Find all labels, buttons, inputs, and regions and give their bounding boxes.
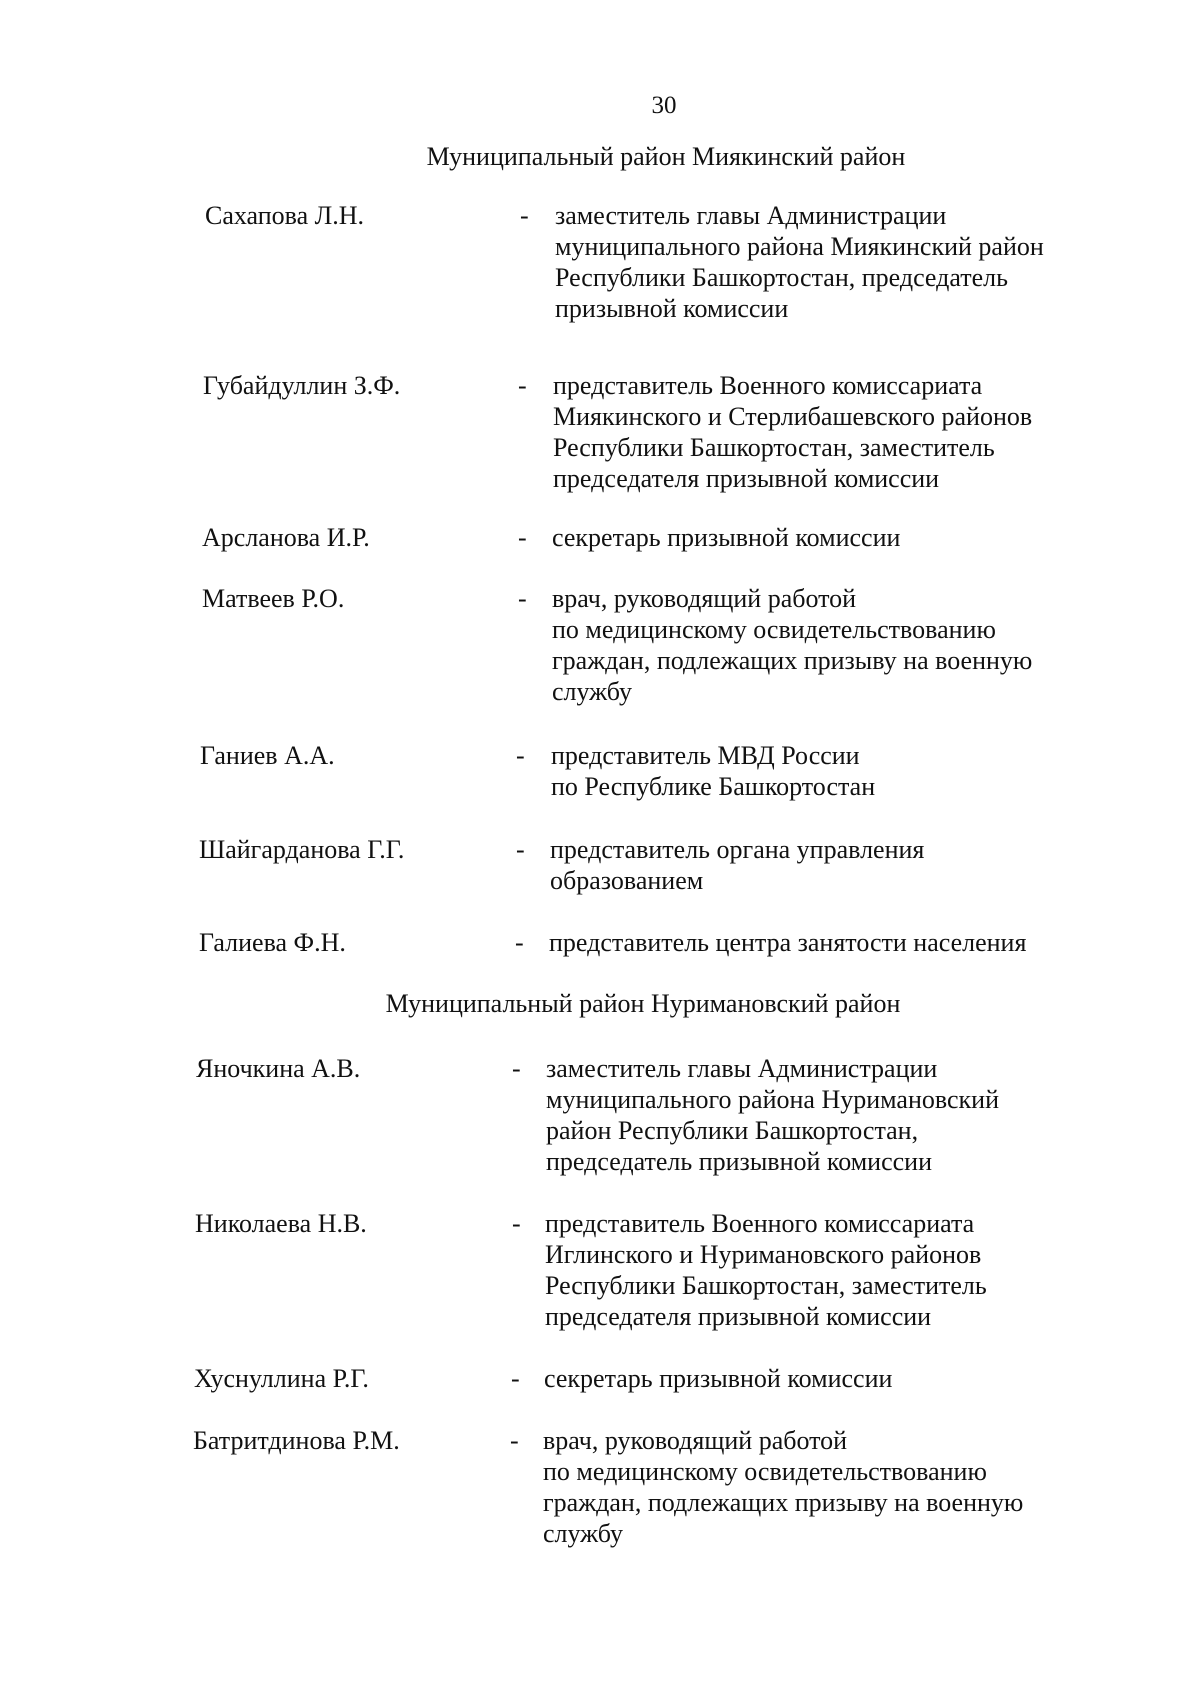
role-line: службу bbox=[543, 1519, 624, 1548]
member-name: Батритдинова Р.М. bbox=[193, 1426, 400, 1455]
role-line: секретарь призывной комиссии bbox=[544, 1364, 893, 1393]
member-role bbox=[545, 1208, 1105, 1332]
role-line: председателя призывной комиссии bbox=[545, 1302, 932, 1331]
role-line: врач, руководящий работой bbox=[543, 1426, 848, 1455]
member-name: Матвеев Р.О. bbox=[202, 584, 345, 613]
member-name: Арсланова И.Р. bbox=[202, 523, 370, 552]
role-line: по медицинскому освидетельствованию bbox=[543, 1457, 987, 1486]
member-name: Хуснуллина Р.Г. bbox=[194, 1364, 369, 1393]
dash: - bbox=[516, 741, 525, 770]
dash: - bbox=[520, 201, 529, 230]
role-line: муниципального района Нуримановский bbox=[546, 1085, 1000, 1114]
member-name: Ганиев А.А. bbox=[200, 741, 335, 770]
role-line: Республики Башкортостан, заместитель bbox=[553, 433, 995, 462]
member-name: Сахапова Л.Н. bbox=[205, 201, 365, 230]
dash: - bbox=[516, 835, 525, 864]
role-line: врач, руководящий работой bbox=[552, 584, 857, 613]
member-role bbox=[543, 1425, 1103, 1549]
role-line: район Республики Башкортостан, bbox=[546, 1116, 919, 1145]
section-title: Муниципальный район Миякинский район bbox=[426, 142, 906, 171]
section-title: Муниципальный район Нуримановский район bbox=[385, 989, 901, 1018]
member-name: Шайгарданова Г.Г. bbox=[199, 835, 405, 864]
role-line: представитель центра занятости населения bbox=[549, 928, 1027, 957]
role-line: заместитель главы Администрации bbox=[555, 201, 947, 230]
member-role bbox=[552, 522, 1112, 553]
member-name: Галиева Ф.Н. bbox=[199, 928, 346, 957]
member-role bbox=[546, 1053, 1106, 1177]
role-line: граждан, подлежащих призыву на военную bbox=[552, 646, 1033, 675]
role-line: Республики Башкортостан, председатель bbox=[555, 263, 1008, 292]
role-line: образованием bbox=[550, 866, 704, 895]
role-line: заместитель главы Администрации bbox=[546, 1054, 938, 1083]
dash: - bbox=[512, 1209, 521, 1238]
role-line: Миякинского и Стерлибашевского районов bbox=[553, 402, 1033, 431]
dash: - bbox=[518, 371, 527, 400]
role-line: председателя призывной комиссии bbox=[553, 464, 940, 493]
dash: - bbox=[510, 1426, 519, 1455]
dash: - bbox=[518, 523, 527, 552]
dash: - bbox=[515, 928, 524, 957]
page-number: 30 bbox=[651, 92, 677, 119]
member-role bbox=[555, 200, 1115, 324]
role-line: по медицинскому освидетельствованию bbox=[552, 615, 996, 644]
role-line: представитель Военного комиссариата bbox=[545, 1209, 975, 1238]
member-name: Яночкина А.В. bbox=[196, 1054, 361, 1083]
role-line: призывной комиссии bbox=[555, 294, 789, 323]
dash: - bbox=[511, 1364, 520, 1393]
role-line: муниципального района Миякинский район bbox=[555, 232, 1044, 261]
role-line: представитель МВД России bbox=[551, 741, 860, 770]
member-role bbox=[544, 1363, 1104, 1394]
role-line: представитель органа управления bbox=[550, 835, 925, 864]
member-role bbox=[550, 834, 1110, 896]
role-line: председатель призывной комиссии bbox=[546, 1147, 932, 1176]
role-line: Иглинского и Нуримановского районов bbox=[545, 1240, 982, 1269]
member-role bbox=[553, 370, 1113, 494]
dash: - bbox=[512, 1054, 521, 1083]
role-line: граждан, подлежащих призыву на военную bbox=[543, 1488, 1024, 1517]
role-line: по Республике Башкортостан bbox=[551, 772, 876, 801]
role-line: представитель Военного комиссариата bbox=[553, 371, 983, 400]
member-name: Губайдуллин З.Ф. bbox=[203, 371, 401, 400]
dash: - bbox=[518, 584, 527, 613]
role-line: службу bbox=[552, 677, 633, 706]
member-role bbox=[552, 583, 1112, 707]
role-line: секретарь призывной комиссии bbox=[552, 523, 901, 552]
member-role bbox=[551, 740, 1111, 802]
member-name: Николаева Н.В. bbox=[195, 1209, 367, 1238]
role-line: Республики Башкортостан, заместитель bbox=[545, 1271, 987, 1300]
member-role bbox=[549, 927, 1109, 958]
